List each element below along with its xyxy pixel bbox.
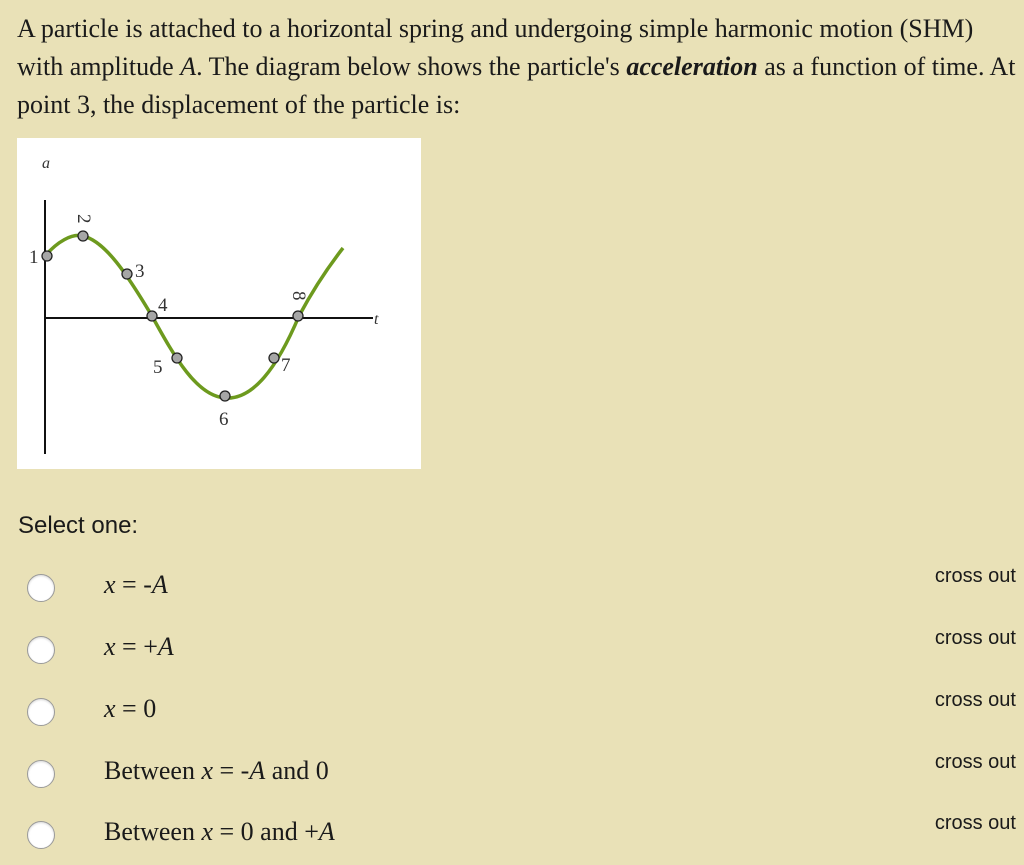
option-label: x = -A [104,570,168,599]
radio-button[interactable] [27,636,55,664]
option-label: x = +A [104,632,174,661]
option-plus-a[interactable] [0,629,1024,675]
point-7 [269,353,279,363]
radio-button[interactable] [27,760,55,788]
option-zero[interactable] [0,691,1024,737]
point-label-2: 2 [73,214,94,224]
acceleration-word: acceleration [626,52,758,81]
question-text: A particle is attached to a horizontal spring and undergoing simple harmonic motion (SHM) with amplitude A. The diagram below shows the particle's acceleration as a function of time. At point 3, the displacement of the particle is: [17,14,1016,119]
point-8 [293,311,303,321]
cross-out-link[interactable]: cross out [934,627,1016,649]
option-label: x = 0 [104,694,157,723]
point-label-6: 6 [219,409,229,430]
option-label: Between x = -A and 0 [104,756,329,785]
cross-out-link[interactable]: cross out [934,689,1016,711]
cross-out-link[interactable]: cross out [934,812,1016,834]
option-between-minus-a-and-zero[interactable] [0,753,1024,799]
point-label-8: 8 [288,291,309,301]
cross-out-link[interactable]: cross out [934,751,1016,773]
radio-button[interactable] [27,574,55,602]
point-label-4: 4 [158,295,168,316]
point-label-7: 7 [281,355,291,376]
option-between-zero-and-plus-a[interactable] [0,814,1024,860]
amplitude-symbol: A [180,52,197,81]
option-minus-a[interactable] [0,567,1024,613]
point-1 [42,251,52,261]
radio-button[interactable] [27,821,55,849]
point-3 [122,269,132,279]
acceleration-time-graph [17,138,421,469]
point-label-5: 5 [153,357,163,378]
point-2 [78,231,88,241]
y-axis-label: a [42,155,50,172]
option-label: Between x = 0 and +A [104,817,335,846]
x-axis-label: t [374,311,379,328]
point-6 [220,391,230,401]
select-one-label: Select one: [18,512,139,539]
point-label-3: 3 [135,261,145,282]
cross-out-link[interactable]: cross out [934,565,1016,587]
radio-button[interactable] [27,698,55,726]
point-5 [172,353,182,363]
point-4 [147,311,157,321]
point-label-1: 1 [29,247,39,268]
